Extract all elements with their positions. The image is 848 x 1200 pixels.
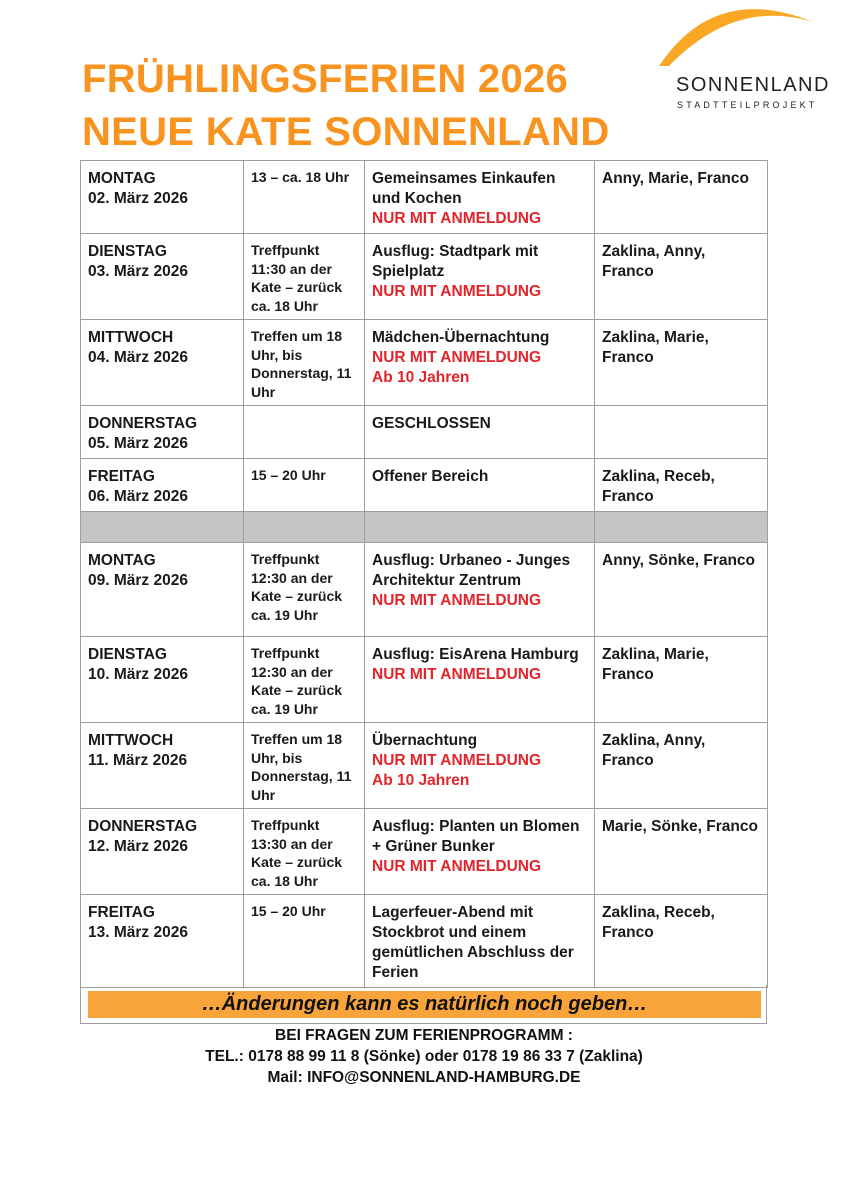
time-label: Treffen um 18 Uhr, bis Donnerstag, 11 Uhr xyxy=(251,328,352,400)
registration-note: NUR MIT ANMELDUNG xyxy=(372,752,542,769)
day-label: DONNERSTAG xyxy=(88,415,198,432)
schedule-row xyxy=(81,161,768,234)
day-label: DONNERSTAG xyxy=(88,818,198,835)
activity-label: Ausflug: Planten un Blomen + Grüner Bunker xyxy=(372,818,580,855)
contact-mail: Mail: INFO@SONNENLAND-HAMBURG.DE xyxy=(267,1069,581,1086)
time-cell xyxy=(244,320,365,406)
activity-label: Lagerfeuer-Abend mit Stockbrot und einem gemütlichen Abschluss der Ferien xyxy=(372,904,574,981)
activity-cell xyxy=(365,459,595,512)
time-cell xyxy=(244,406,365,459)
activity-cell xyxy=(365,161,595,234)
registration-note: NUR MIT ANMELDUNG xyxy=(372,210,542,227)
activity-cell xyxy=(365,234,595,320)
staff-label: Zaklina, Marie, Franco xyxy=(602,646,709,683)
schedule-row xyxy=(81,723,768,809)
activity-cell xyxy=(365,406,595,459)
schedule-row xyxy=(81,406,768,459)
activity-cell xyxy=(365,723,595,809)
time-label: 15 – 20 Uhr xyxy=(251,467,326,483)
changes-note: …Änderungen kann es natürlich noch geben… xyxy=(88,991,761,1018)
registration-note: NUR MIT ANMELDUNG xyxy=(372,666,542,683)
time-label: Treffpunkt 13:30 an der Kate – zurück ca. 18 Uhr xyxy=(251,817,343,889)
day-label: MONTAG xyxy=(88,552,156,569)
page-subtitle: NEUE KATE SONNENLAND xyxy=(82,110,610,154)
day-label: FREITAG xyxy=(88,904,155,921)
time-cell xyxy=(244,895,365,988)
day-cell xyxy=(81,895,244,988)
staff-cell xyxy=(595,543,768,637)
registration-note: NUR MIT ANMELDUNG xyxy=(372,592,542,609)
registration-note: NUR MIT ANMELDUNG xyxy=(372,858,542,875)
time-label: Treffpunkt 11:30 an der Kate – zurück ca. 18 Uhr xyxy=(251,242,343,314)
sonnenland-logo xyxy=(655,0,848,112)
day-label: DIENSTAG xyxy=(88,243,167,260)
logo-name: SONNENLAND xyxy=(676,74,830,96)
staff-cell xyxy=(595,406,768,459)
registration-note: NUR MIT ANMELDUNG xyxy=(372,283,542,300)
date-label: 10. März 2026 xyxy=(88,666,188,683)
activity-label: Gemeinsames Einkaufen und Kochen xyxy=(372,170,556,207)
schedule-row xyxy=(81,895,768,988)
staff-cell xyxy=(595,234,768,320)
day-label: FREITAG xyxy=(88,468,155,485)
time-cell xyxy=(244,234,365,320)
week-separator-row xyxy=(81,512,768,543)
day-cell xyxy=(81,637,244,723)
week-2-rows xyxy=(81,543,768,988)
day-label: MITTWOCH xyxy=(88,329,174,346)
time-cell xyxy=(244,459,365,512)
date-label: 06. März 2026 xyxy=(88,488,188,505)
age-note: Ab 10 Jahren xyxy=(372,772,470,789)
schedule-row xyxy=(81,320,768,406)
day-cell xyxy=(81,320,244,406)
date-label: 05. März 2026 xyxy=(88,435,188,452)
staff-label: Zaklina, Marie, Franco xyxy=(602,329,709,366)
day-cell xyxy=(81,543,244,637)
schedule-row xyxy=(81,234,768,320)
staff-label: Marie, Sönke, Franco xyxy=(602,818,758,835)
day-cell xyxy=(81,234,244,320)
staff-label: Zaklina, Receb, Franco xyxy=(602,468,715,505)
logo-subtitle: STADTTEILPROJEKT xyxy=(677,100,818,110)
activity-cell xyxy=(365,543,595,637)
staff-cell xyxy=(595,809,768,895)
registration-note: NUR MIT ANMELDUNG xyxy=(372,349,542,366)
day-cell xyxy=(81,406,244,459)
staff-label: Anny, Marie, Franco xyxy=(602,170,749,187)
activity-label: Ausflug: Stadtpark mit Spielplatz xyxy=(372,243,539,280)
date-label: 12. März 2026 xyxy=(88,838,188,855)
time-label: Treffpunkt 12:30 an der Kate – zurück ca. 19 Uhr xyxy=(251,645,343,717)
staff-label: Zaklina, Anny, Franco xyxy=(602,732,706,769)
schedule-table xyxy=(80,160,768,988)
staff-label: Zaklina, Receb, Franco xyxy=(602,904,715,941)
day-cell xyxy=(81,459,244,512)
time-label: Treffpunkt 12:30 an der Kate – zurück ca. 19 Uhr xyxy=(251,551,343,623)
page-title: FRÜHLINGSFERIEN 2026 xyxy=(82,57,569,101)
activity-label: Mädchen-Übernachtung xyxy=(372,329,550,346)
contact-heading: BEI FRAGEN ZUM FERIENPROGRAMM : xyxy=(275,1027,573,1044)
activity-label: Ausflug: EisArena Hamburg xyxy=(372,646,579,663)
staff-cell xyxy=(595,320,768,406)
staff-label: Zaklina, Anny, Franco xyxy=(602,243,706,280)
activity-label: Offener Bereich xyxy=(372,468,489,485)
staff-cell xyxy=(595,637,768,723)
date-label: 02. März 2026 xyxy=(88,190,188,207)
day-label: DIENSTAG xyxy=(88,646,167,663)
date-label: 11. März 2026 xyxy=(88,752,188,769)
time-label: 13 – ca. 18 Uhr xyxy=(251,169,350,185)
day-label: MITTWOCH xyxy=(88,732,174,749)
time-cell xyxy=(244,809,365,895)
activity-cell xyxy=(365,809,595,895)
activity-label: Ausflug: Urbaneo - Junges Architektur Zentrum xyxy=(372,552,571,589)
activity-cell xyxy=(365,320,595,406)
date-label: 03. März 2026 xyxy=(88,263,188,280)
week-1-rows xyxy=(81,161,768,512)
day-cell xyxy=(81,809,244,895)
time-cell xyxy=(244,543,365,637)
staff-cell xyxy=(595,895,768,988)
staff-cell xyxy=(595,161,768,234)
activity-cell xyxy=(365,637,595,723)
staff-cell xyxy=(595,459,768,512)
staff-cell xyxy=(595,723,768,809)
day-cell xyxy=(81,723,244,809)
activity-label: GESCHLOSSEN xyxy=(372,415,491,432)
staff-label: Anny, Sönke, Franco xyxy=(602,552,756,569)
time-cell xyxy=(244,161,365,234)
time-cell xyxy=(244,723,365,809)
date-label: 13. März 2026 xyxy=(88,924,188,941)
schedule-row xyxy=(81,543,768,637)
schedule-row xyxy=(81,637,768,723)
time-label: Treffen um 18 Uhr, bis Donnerstag, 11 Uhr xyxy=(251,731,352,803)
date-label: 09. März 2026 xyxy=(88,572,188,589)
activity-label: Übernachtung xyxy=(372,732,478,749)
date-label: 04. März 2026 xyxy=(88,349,188,366)
contact-phone: TEL.: 0178 88 99 11 8 (Sönke) oder 0178 19 86 33 7 (Zaklina) xyxy=(205,1048,643,1065)
day-cell xyxy=(81,161,244,234)
note-box xyxy=(80,985,767,1024)
age-note: Ab 10 Jahren xyxy=(372,369,470,386)
schedule-row xyxy=(81,459,768,512)
day-label: MONTAG xyxy=(88,170,156,187)
time-label: 15 – 20 Uhr xyxy=(251,903,326,919)
activity-cell xyxy=(365,895,595,988)
time-cell xyxy=(244,637,365,723)
schedule-row xyxy=(81,809,768,895)
